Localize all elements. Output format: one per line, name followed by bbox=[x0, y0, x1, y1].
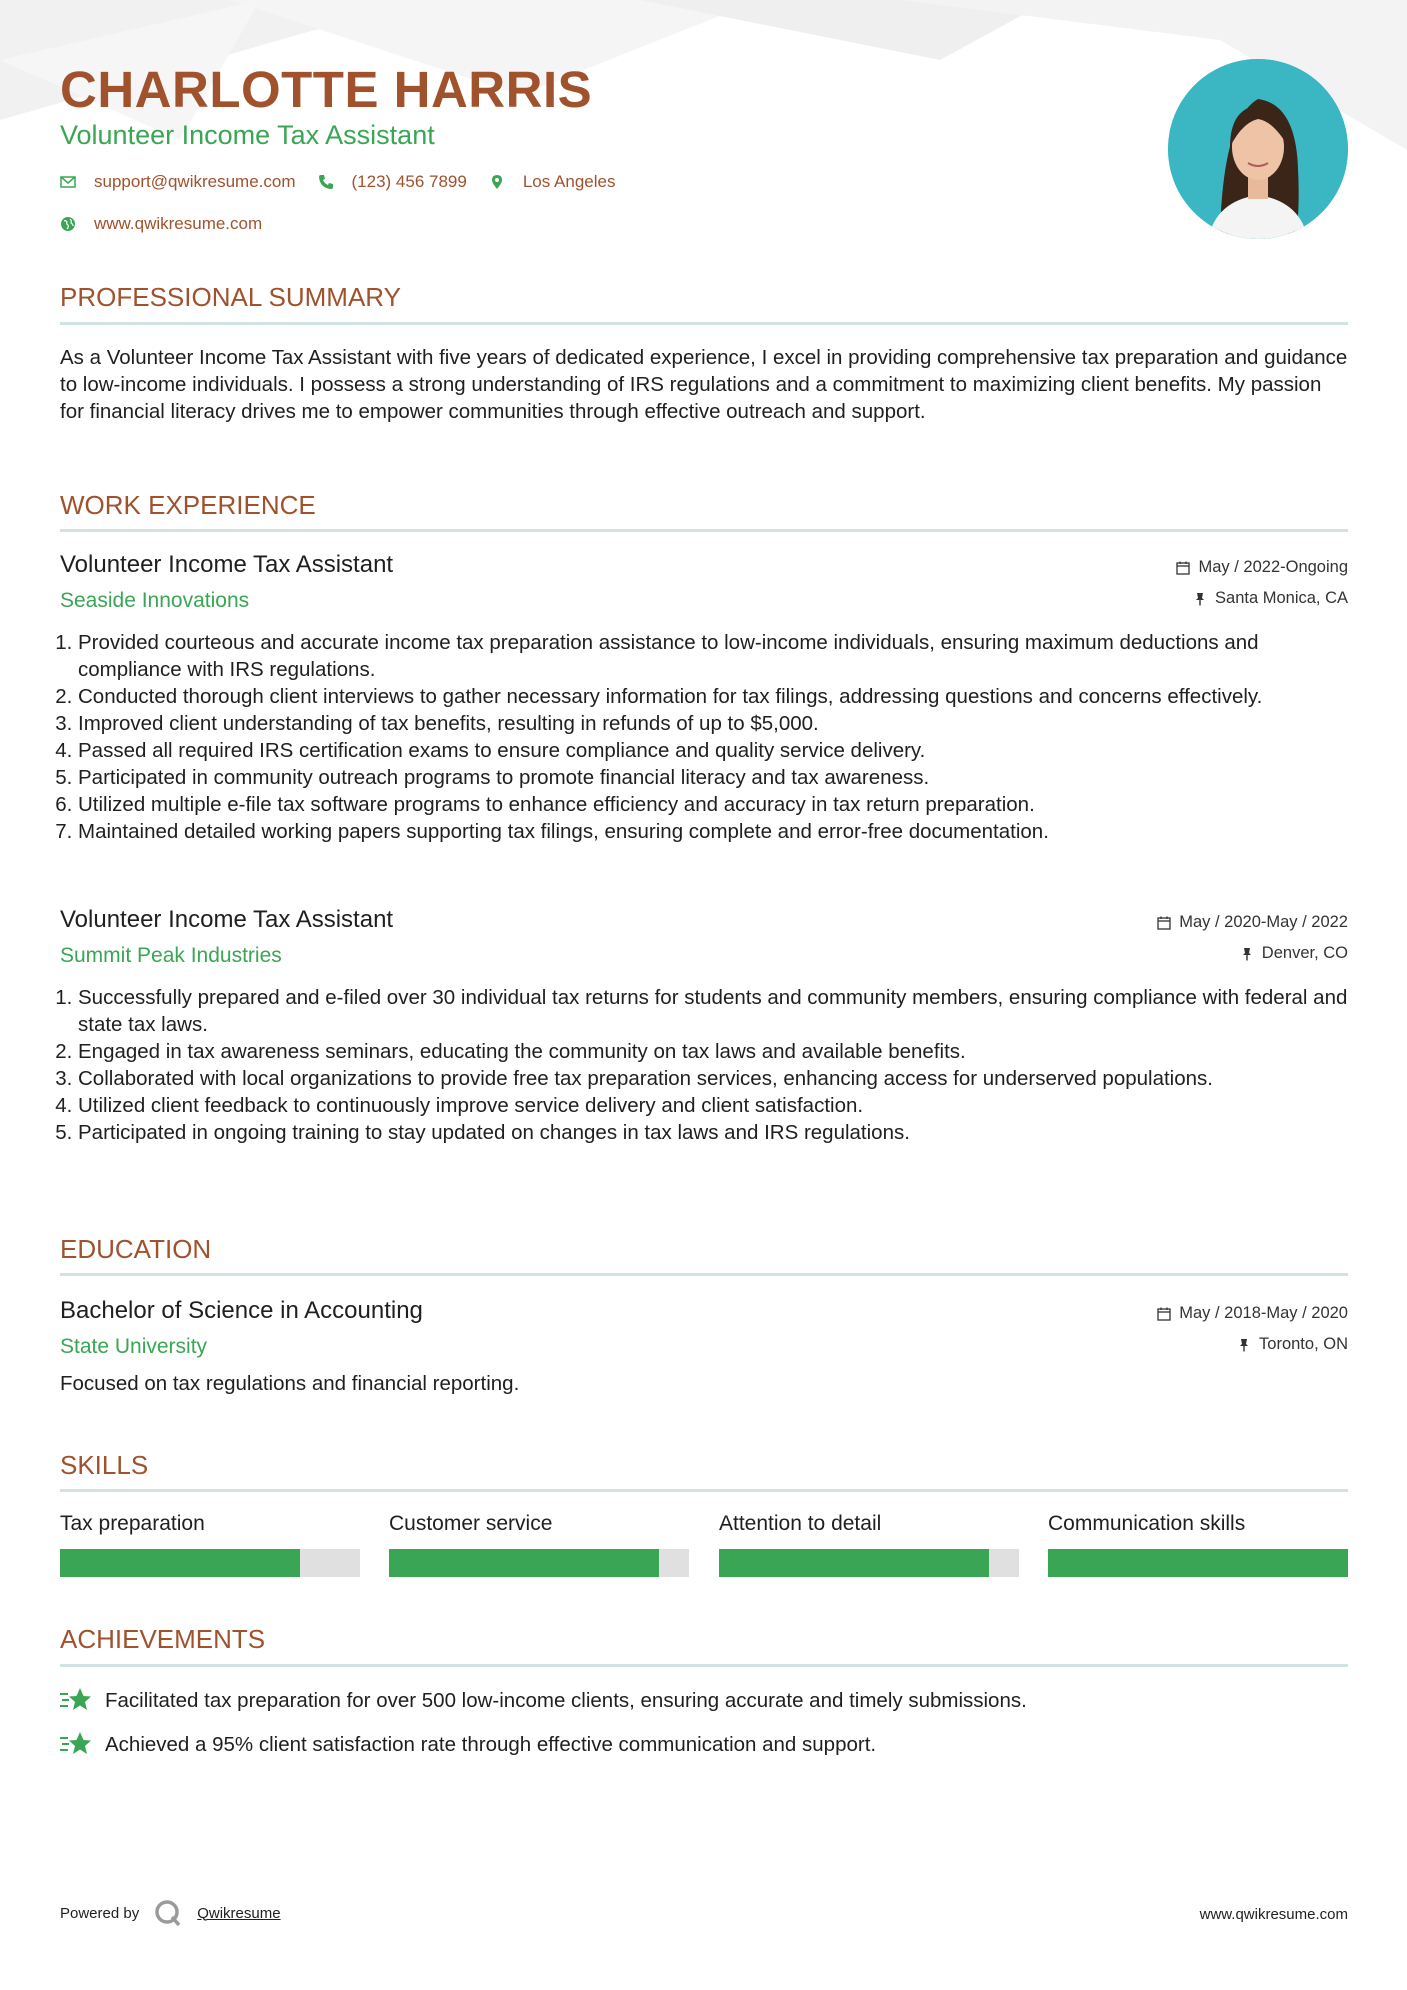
job-company: Summit Peak Industries bbox=[60, 944, 282, 967]
job-location bbox=[1240, 944, 1348, 963]
pushpin-icon bbox=[1240, 947, 1254, 961]
job-date bbox=[1176, 558, 1348, 577]
phone-icon bbox=[318, 174, 334, 190]
calendar-icon bbox=[1157, 1307, 1171, 1321]
envelope-icon bbox=[60, 174, 76, 190]
website-text: www.qwikresume.com bbox=[94, 214, 263, 233]
education-description: Focused on tax regulations and financial reporting. bbox=[60, 1372, 520, 1395]
skill-level-fill bbox=[719, 1549, 989, 1577]
footer-website[interactable]: www.qwikresume.com bbox=[1199, 1906, 1348, 1923]
education-location bbox=[1237, 1335, 1348, 1354]
section-title-achievements: ACHIEVEMENTS bbox=[60, 1624, 266, 1654]
map-pin-icon bbox=[489, 174, 505, 190]
globe-icon bbox=[60, 216, 76, 232]
job-location-text: Santa Monica, CA bbox=[1215, 589, 1348, 607]
skill-level-fill bbox=[389, 1549, 659, 1577]
job-company: Seaside Innovations bbox=[60, 589, 250, 612]
section-title-summary: PROFESSIONAL SUMMARY bbox=[60, 282, 401, 312]
contact-row-website bbox=[60, 214, 284, 234]
skill-level-bar bbox=[389, 1549, 689, 1577]
qwikresume-logo-icon bbox=[153, 1898, 183, 1928]
list-item: 7. Maintained detailed working papers supporting tax filings, ensuring complete and error-free documentation. bbox=[78, 818, 1366, 845]
candidate-name: CHARLOTTE HARRIS bbox=[60, 61, 593, 118]
pushpin-icon bbox=[1237, 1338, 1251, 1352]
location-text: Los Angeles bbox=[522, 172, 616, 191]
summary-text: As a Volunteer Income Tax Assistant with five years of dedicated experience, I excel in providing comprehensive tax preparation and guidance to low-income individuals. I possess a strong understanding of IRS regulations and a commitment to maximizing client benefits. My passion for financial literacy drives me to empower communities through effective outreach and support. bbox=[60, 346, 1348, 423]
achievement-item bbox=[60, 1730, 876, 1758]
pushpin-icon bbox=[1193, 592, 1207, 606]
achievement-text: Facilitated tax preparation for over 500 low-income clients, ensuring accurate and timely submissions. bbox=[105, 1688, 1027, 1712]
section-divider bbox=[60, 529, 1348, 532]
candidate-title: Volunteer Income Tax Assistant bbox=[60, 120, 435, 150]
footer-powered-by bbox=[60, 1898, 281, 1928]
job-role: Volunteer Income Tax Assistant bbox=[60, 551, 394, 578]
section-title-experience: WORK EXPERIENCE bbox=[60, 490, 316, 520]
section-divider bbox=[60, 322, 1348, 325]
job-date-text: May / 2022-Ongoing bbox=[1198, 558, 1348, 576]
skill-name: Attention to detail bbox=[719, 1512, 882, 1535]
job-bullets bbox=[60, 629, 1366, 845]
skill-level-bar bbox=[60, 1549, 360, 1577]
email-text: support@qwikresume.com bbox=[94, 172, 296, 191]
list-item: 3. Improved client understanding of tax benefits, resulting in refunds of up to $5,000. bbox=[78, 710, 1366, 737]
skill-name: Communication skills bbox=[1048, 1512, 1246, 1535]
education-degree: Bachelor of Science in Accounting bbox=[60, 1297, 423, 1324]
calendar-icon bbox=[1176, 561, 1190, 575]
list-item: 1. Successfully prepared and e-filed over 30 individual tax returns for students and community members, ensuring compliance with federal and state tax laws. bbox=[78, 984, 1366, 1038]
list-item: 5. Participated in community outreach programs to promote financial literacy and tax awareness. bbox=[78, 764, 1366, 791]
avatar bbox=[1168, 59, 1348, 239]
section-title-skills: SKILLS bbox=[60, 1450, 149, 1480]
list-item: 4. Passed all required IRS certification exams to ensure compliance and quality service delivery. bbox=[78, 737, 1366, 764]
contact-location bbox=[489, 172, 616, 192]
education-date-text: May / 2018-May / 2020 bbox=[1179, 1304, 1348, 1322]
skill-name: Tax preparation bbox=[60, 1512, 205, 1535]
job-role: Volunteer Income Tax Assistant bbox=[60, 906, 394, 933]
job-location-text: Denver, CO bbox=[1261, 944, 1348, 962]
star-icon bbox=[60, 1686, 92, 1714]
section-divider bbox=[60, 1273, 1348, 1276]
job-bullets bbox=[60, 984, 1366, 1146]
contact-website[interactable] bbox=[60, 214, 262, 234]
skill-level-fill bbox=[60, 1549, 300, 1577]
skill-level-bar bbox=[719, 1549, 1019, 1577]
skill-level-bar bbox=[1048, 1549, 1348, 1577]
list-item: 6. Utilized multiple e-file tax software programs to enhance efficiency and accuracy in tax return preparation. bbox=[78, 791, 1366, 818]
list-item: 5. Participated in ongoing training to stay updated on changes in tax laws and IRS regulations. bbox=[78, 1119, 1366, 1146]
list-item: 4. Utilized client feedback to continuously improve service delivery and client satisfaction. bbox=[78, 1092, 1366, 1119]
qwikresume-link[interactable]: Qwikresume bbox=[197, 1904, 281, 1922]
education-school: State University bbox=[60, 1335, 208, 1358]
contact-phone[interactable] bbox=[318, 172, 467, 192]
skill-level-fill bbox=[1048, 1549, 1348, 1577]
skill-name: Customer service bbox=[389, 1512, 553, 1535]
job-date-text: May / 2020-May / 2022 bbox=[1179, 913, 1348, 931]
list-item: 3. Collaborated with local organizations to provide free tax preparation services, enhancing access for underserved populations. bbox=[78, 1065, 1366, 1092]
achievement-text: Achieved a 95% client satisfaction rate through effective communication and support. bbox=[105, 1732, 877, 1756]
section-divider bbox=[60, 1489, 1348, 1492]
contact-row bbox=[60, 172, 637, 192]
contact-email[interactable] bbox=[60, 172, 296, 192]
job-location bbox=[1193, 589, 1348, 608]
job-date bbox=[1157, 913, 1348, 932]
list-item: 2. Conducted thorough client interviews to gather necessary information for tax filings, addressing questions and concerns effectively. bbox=[78, 683, 1366, 710]
education-date bbox=[1157, 1304, 1348, 1323]
star-icon bbox=[60, 1730, 92, 1758]
list-item: 2. Engaged in tax awareness seminars, educating the community on tax laws and available benefits. bbox=[78, 1038, 1366, 1065]
phone-text: (123) 456 7899 bbox=[351, 172, 467, 191]
achievement-item bbox=[60, 1686, 1027, 1714]
calendar-icon bbox=[1157, 916, 1171, 930]
powered-by-label: Powered by bbox=[60, 1904, 140, 1922]
education-location-text: Toronto, ON bbox=[1259, 1335, 1348, 1353]
list-item: 1. Provided courteous and accurate income tax preparation assistance to low-income individuals, ensuring maximum deductions and compliance with IRS regulations. bbox=[78, 629, 1366, 683]
section-title-education: EDUCATION bbox=[60, 1234, 212, 1264]
section-divider bbox=[60, 1664, 1348, 1667]
